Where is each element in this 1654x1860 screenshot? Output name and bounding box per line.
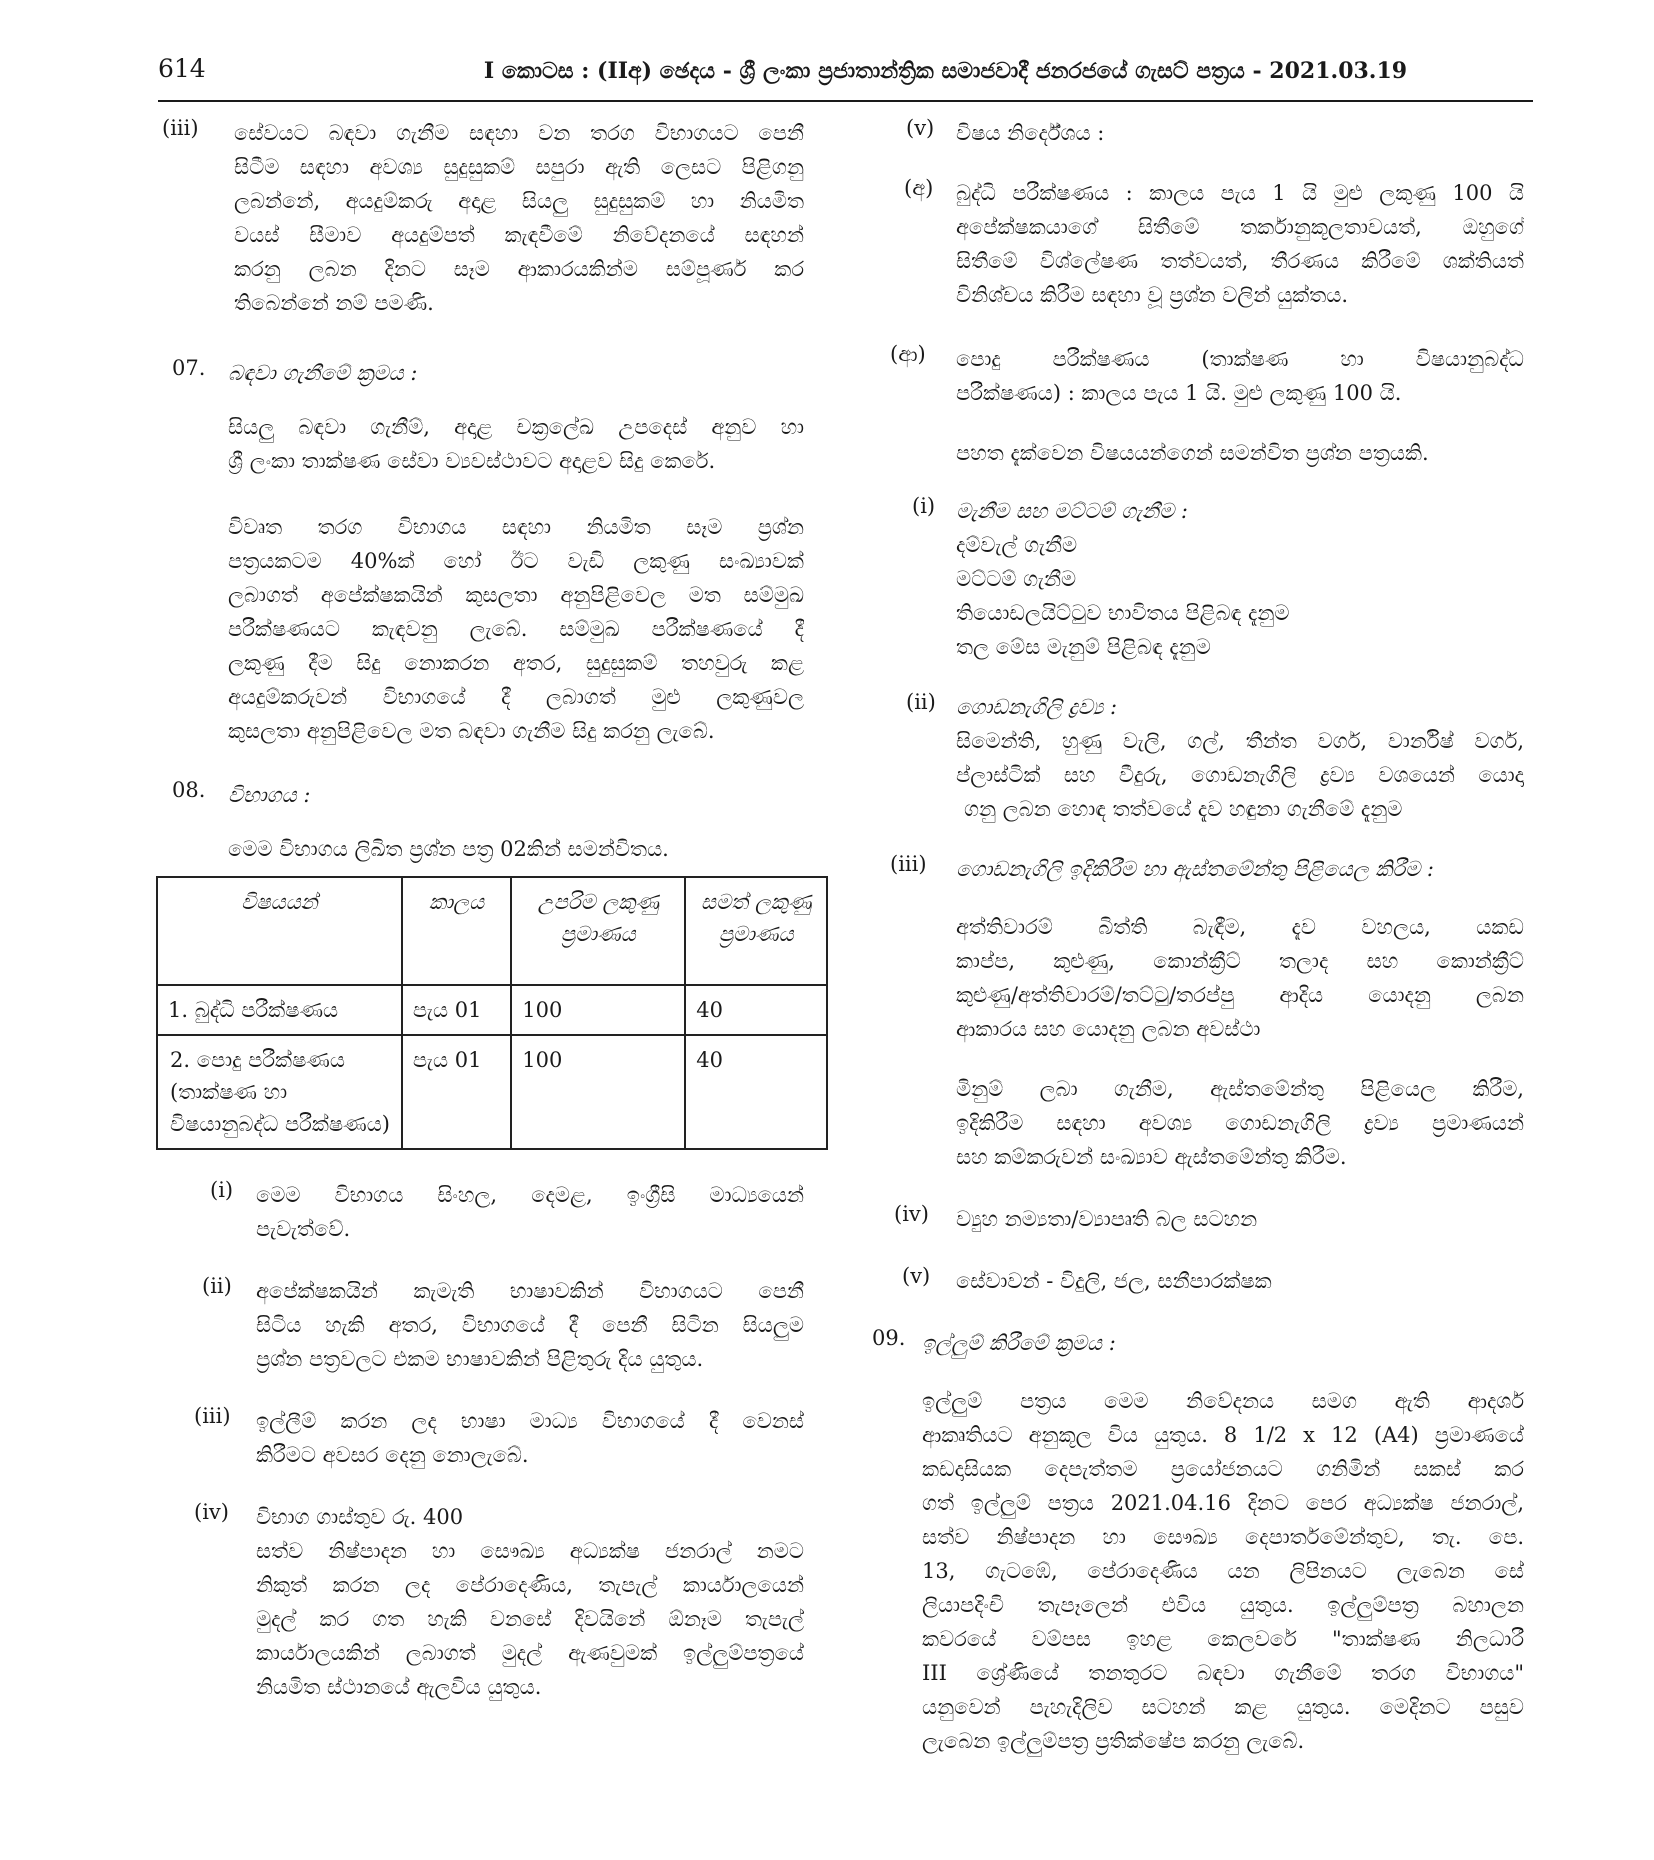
section-title: ඉල්ලුම් කිරීමේ ක්‍රමය : — [922, 1331, 1116, 1355]
topic-title: ගොඩනැගිලි ද්‍රව්‍ය : — [956, 695, 1118, 719]
text-line: බුද්ධි පරීක්ෂණය : කාලය පැය 1 යි මුළු ලකුණු 100 යි — [956, 181, 1524, 205]
text-line: ලබන්නේ, අයදුම්කරු අදාළ සියලු සුදුසුකම් හා නියමිත — [234, 189, 804, 213]
text-line: වයස් සීමාව අයදුම්පත් කැඳවීමේ නිවේදනයේ සඳහන් — [234, 223, 804, 247]
clause-number: (iii) — [162, 116, 199, 140]
text-line: සිතීමේ විශ්ලේෂණ තත්වයත්, තීරණය කිරීමේ ශක්තියත් — [956, 249, 1524, 273]
text-line: ශ්‍රී ලංකා තාක්ෂණ සේවා ව්‍යවස්ථාවට අදාළව සිදු කෙරේ. — [228, 449, 716, 473]
table-cell: 40 — [685, 985, 827, 1035]
text-line: සියලු බඳවා ගැනීම්, අදාළ චක්‍රලේඛ උපදෙස් අනුව හා — [228, 415, 804, 439]
list-item: තියොඩලයිට්ටුව භාවිතය පිළිබඳ දැනුම — [956, 601, 1290, 625]
paragraph: පහත දැක්වෙන විෂයයන්ගෙන් සමන්විත ප්‍රශ්න පත්‍රයකි. — [956, 441, 1429, 465]
paragraph: මෙම විභාගය ලිඛිත ප්‍රශ්න පත්‍ර 02කින් සමන්විතය. — [228, 837, 669, 861]
table-header: විෂයයන් — [157, 877, 402, 985]
table-cell: 100 — [511, 985, 685, 1035]
paragraph — [922, 1384, 1524, 1758]
topic-text: ව්‍යුහ නම්‍යතා/ව්‍යාපෘති බල සටහන — [956, 1207, 1258, 1231]
section-title: බඳවා ගැනීමේ ක්‍රමය : — [228, 361, 418, 385]
text-line: විවෘත තරග විභාගය සඳහා නියමිත සෑම ප්‍රශ්න — [228, 515, 804, 539]
page-number: 614 — [158, 54, 206, 83]
text-line: අයදුම්කරුවන් විභාගයේ දී ලබාගත් මුළු ලකුණුවල — [228, 685, 804, 709]
list-item: තල මේස මැනුම් පිළිබඳ දැනුම — [956, 635, 1211, 659]
text-line: ලබාගත් අපේක්ෂකයින් කුසලතා අනුපිළිවෙල මත සම්මුඛ — [228, 583, 804, 607]
topic-v — [870, 1264, 1535, 1298]
text-line: නිකුත් කරන ලද පේරාදෙණිය, තැපැල් කාර්යාලයෙන් — [256, 1573, 804, 1597]
text-line: පරීක්ෂණයට කැඳවනු ලැබේ. සම්මුඛ පරීක්ෂණයේ දී — [228, 617, 804, 641]
text-line: ඉල්ලුම් පත්‍රය මෙම නිවේදනය සමග ඇති ආදර්ශ — [922, 1389, 1524, 1413]
text-line: තිබෙන්නේ නම් පමණි. — [234, 291, 434, 315]
header-rule — [158, 100, 1533, 102]
subject-a — [870, 176, 1535, 312]
text-line: ආකාරය සහ යොදනු ලබන අවස්ථා — [956, 1017, 1261, 1041]
paragraph — [956, 910, 1524, 1046]
section-number: 07. — [172, 356, 206, 380]
text-line: සිටීම සඳහා අවශ්‍ය සුදුසුකම් සපුරා ඇති ලෙසට පිළිගනු — [234, 155, 804, 179]
note-number: (ii) — [202, 1274, 232, 1298]
clause-text — [234, 116, 804, 320]
text-line: කඩදාසියක දෙපැත්තම ප්‍රයෝජනයට ගනිමින් සකස් කර — [922, 1457, 1524, 1481]
text-line: කුසලතා අනුපිළිවෙල මත බඳවා ගැනීම සිදු කරනු ලැබේ. — [228, 719, 715, 743]
paragraph — [956, 1072, 1524, 1174]
text-line: නියමිත ස්ථානයේ ඇලවිය යුතුය. — [256, 1675, 542, 1699]
page-header — [158, 50, 1533, 100]
topic-number: (iii) — [890, 852, 927, 876]
section-07-paragraph-1 — [160, 410, 830, 478]
table-cell: 2. පොදු පරීක්ෂණය (තාක්ෂණ හා විෂයානුබද්ධ පරීක්ෂණය) — [157, 1035, 402, 1149]
section-08-paragraph — [160, 832, 830, 866]
text-line: කාර්යාලයකින් ලබාගත් මුදල් ඇණවුමක් ඉල්ලුම්පත්‍රයේ — [256, 1641, 804, 1665]
topic-iii-paragraph-1 — [870, 910, 1535, 1046]
topic-text — [956, 494, 1535, 664]
text-line: සිමෙන්ති, හුණු වැලි, ගල්, තීන්ත වර්ග, වාර්නිෂ් වර්ග, — [956, 729, 1524, 753]
note-number: (i) — [210, 1178, 234, 1202]
paragraph — [228, 410, 804, 478]
topic-title: ගොඩනැගිලි ඉදිකිරීම හා ඇස්තමේන්තු පිළියෙල කිරීම : — [956, 857, 1434, 881]
list-item: මට්ටම් ගැනීම — [956, 567, 1077, 591]
subject-text — [956, 342, 1524, 410]
note-iv — [160, 1500, 830, 1704]
text-line: පොදු පරීක්ෂණය (තාක්ෂණ හා විෂයානුබද්ධ — [956, 347, 1524, 371]
text-line: ප්‍රශ්න පත්‍රවලට එකම භාෂාවකින් පිළිතුරු දිය යුතුය. — [256, 1347, 704, 1371]
topic-iii — [870, 852, 1535, 886]
subject-text — [956, 176, 1524, 312]
subject-aa-description — [870, 436, 1535, 470]
table-header-row — [157, 877, 827, 985]
text-line: අපේක්ෂකයින් කැමැති භාෂාවකින් විභාගයට පෙනී — [256, 1279, 804, 1303]
table-header: උපරිම ලකුණු ප්‍රමාණය — [511, 877, 685, 985]
text-line: ලකුණු දීම සිදු නොකරන අතර, සුදුසුකම් තහවුරු කළ — [228, 651, 804, 675]
text-line: සත්ව නිෂ්පාදන හා සෞඛ්‍ය දෙපාර්තමේන්තුව, තැ. පෙ. — [922, 1525, 1524, 1549]
text-line: ලැබෙන ඉල්ලුම්පත්‍ර ප්‍රතික්ෂේප කරනු ලැබේ. — [922, 1729, 1305, 1753]
text-line: කුළුණු/අත්තිවාරම්/තට්ටු/තරප්පු ආදිය යොදනු ලබන — [956, 983, 1524, 1007]
table-cell: පැය 01 — [402, 985, 511, 1035]
note-number: (iv) — [194, 1500, 229, 1524]
subject-number: (ආ) — [890, 342, 926, 366]
text-line: සහ කම්කරුවන් සංඛ්‍යාව ඇස්තමේන්තු කිරීම. — [956, 1145, 1347, 1169]
text-line: මුදල් කර ගත හැකි වනසේ දිවයිනේ ඕනෑම තැපැල් — [256, 1607, 804, 1631]
table-row — [157, 985, 827, 1035]
clause-v-syllabus — [870, 116, 1535, 150]
text-line: ඉදිකිරීම සඳහා අවශ්‍ය ගොඩනැගිලි ද්‍රව්‍ය ප්‍රමාණයන් — [956, 1111, 1524, 1135]
note-text — [256, 1500, 804, 1704]
section-08 — [160, 778, 830, 812]
table-row — [157, 1035, 827, 1149]
text-line: විභාග ගාස්තුව රු. 400 — [256, 1505, 464, 1529]
text-line: පත්‍රයකටම 40%ක් හෝ ඊට වැඩි ලකුණු සංඛ්‍යාවක් — [228, 549, 804, 573]
subject-aa — [870, 342, 1535, 410]
text-line: සිටිය හැකි අතර, විභාගයේ දී පෙනී සිටින සියලුම — [256, 1313, 804, 1337]
text-line: මෙම විභාගය සිංහල, දෙමළ, ඉංග්‍රීසි මාධ්‍යයෙන් — [256, 1183, 804, 1207]
section-09 — [870, 1326, 1535, 1360]
text-line: ගත් ඉල්ලුම් පත්‍රය 2021.04.16 දිනට පෙර අධ්‍යක්ෂ ජනරාල්, — [922, 1491, 1524, 1515]
topic-number: (v) — [902, 1264, 931, 1288]
topic-number: (i) — [912, 494, 936, 518]
section-number: 08. — [172, 778, 206, 802]
topic-title: මැනීම සහ මට්ටම් ගැනීම : — [956, 499, 1188, 523]
section-title: විභාගය : — [228, 783, 311, 807]
note-text — [256, 1274, 804, 1376]
table-cell: පැය 01 — [402, 1035, 511, 1149]
subject-number: (අ) — [904, 176, 934, 200]
note-text — [256, 1178, 804, 1246]
topic-i — [870, 494, 1535, 664]
note-iii — [160, 1404, 830, 1472]
text-line: 13, ගැටඹේ, පේරාදෙණිය යන ලිපිනයට ලැබෙන සේ — [922, 1559, 1524, 1583]
section-09-paragraph — [870, 1384, 1535, 1758]
section-07 — [160, 356, 830, 390]
note-ii — [160, 1274, 830, 1376]
exam-table — [156, 876, 828, 1150]
list-item: දම්වැල් ගැනීම — [956, 533, 1078, 557]
table-cell: 40 — [685, 1035, 827, 1149]
text-line: කිරීමට අවසර දෙනු නොලැබේ. — [256, 1443, 529, 1467]
section-07-paragraph-2 — [160, 510, 830, 748]
text-line: මිනුම් ලබා ගැනීම, ඇස්තමේන්තු පිළියෙල කිරීම, — [956, 1077, 1524, 1101]
table-cell: 1. බුද්ධි පරීක්ෂණය — [157, 985, 402, 1035]
right-column — [870, 116, 1535, 1790]
clause-number: (v) — [906, 116, 935, 140]
topic-iv — [870, 1202, 1535, 1236]
note-number: (iii) — [194, 1404, 231, 1428]
text-line: සේවයට බඳවා ගැනීම සඳහා වන තරග විභාගයට පෙනී — [234, 121, 804, 145]
text-line: අත්තිවාරම් බිත්ති බැඳීම, දැව වහලය, යකඩ — [956, 915, 1524, 939]
paragraph — [228, 510, 804, 748]
text-line: විනිශ්චය කිරීම සඳහා වූ ප්‍රශ්න වලින් යුක්තය. — [956, 283, 1349, 307]
topic-number: (iv) — [894, 1202, 929, 1226]
text-line: පරීක්ෂණය) : කාලය පැය 1 යි. මුළු ලකුණු 100 යි. — [956, 381, 1402, 405]
clause-title: විෂය නිර්දේශය : — [956, 121, 1105, 145]
text-line: කවරයේ වම්පස ඉහළ කෙලවරේ "තාක්ෂණ නිලධාරී — [922, 1627, 1524, 1651]
topic-ii — [870, 690, 1535, 826]
text-line: පැවැත්වේ. — [256, 1217, 351, 1241]
section-number: 09. — [872, 1326, 906, 1350]
text-line: ප්ලාස්ටික් සහ වීදුරු, ගොඩනැගිලි ද්‍රව්‍ය වශයෙන් යොදා — [956, 763, 1524, 787]
text-line: ඉල්ලීම් කරන ලද භාෂා මාධ්‍ය විභාගයේ දී වෙනස් — [256, 1409, 804, 1433]
text-line: කාප්ප, කුළුණු, කොන්ක්‍රීට් තලාද සහ කොන්ක්‍රීට් — [956, 949, 1524, 973]
topic-text — [956, 690, 1524, 826]
left-column — [160, 116, 830, 1736]
topic-text: සේවාවන් - විදුලි, ජල, සනීපාරක්ෂක — [956, 1269, 1272, 1293]
header-title: I කොටස : (IIඅ) ඡෙදය - ශ්‍රී ලංකා ප්‍රජාතාන්ත්‍රික සමාජවාදී ජනරජයේ ගැසට් පත්‍රය - 2021.03.19 — [483, 58, 1408, 84]
table-header: කාලය — [402, 877, 511, 985]
topic-iii-paragraph-2 — [870, 1072, 1535, 1174]
note-i — [160, 1178, 830, 1246]
table-cell: 100 — [511, 1035, 685, 1149]
clause-iii — [160, 116, 830, 320]
topic-number: (ii) — [906, 690, 936, 714]
text-line: කරනු ලබන දිනට සෑම ආකාරයකින්ම සම්පූර්ණ කර — [234, 257, 804, 281]
text-line: සත්ව නිෂ්පාදන හා සෞඛ්‍ය අධ්‍යක්ෂ ජනරාල් නමට — [256, 1539, 804, 1563]
note-text — [256, 1404, 804, 1472]
text-line: යනුවෙන් පැහැදිලිව සටහන් කළ යුතුය. මෙදිනට පසුව — [922, 1695, 1524, 1719]
text-line: අපේක්ෂකයාගේ සිතීමේ තර්කානුකූලතාවයත්, ඔහුගේ — [956, 215, 1524, 239]
text-line: III ශ්‍රේණියේ තනතුරට බඳවා ගැනීමේ තරග විභාගය" — [922, 1661, 1524, 1685]
text-line: ගනු ලබන හොඳ තත්වයේ දැව හඳුනා ගැනීමේ දැනුම — [964, 797, 1403, 821]
table-header: සමත් ලකුණු ප්‍රමාණය — [685, 877, 827, 985]
text-line: ආකෘතියට අනුකූල විය යුතුය. 8 1/2 x 12 (A4) ප්‍රමාණයේ — [922, 1423, 1524, 1447]
text-line: ලියාපදිංචි තැපෑලෙන් එවිය යුතුය. ඉල්ලුම්පත්‍ර බහාලන — [922, 1593, 1524, 1617]
